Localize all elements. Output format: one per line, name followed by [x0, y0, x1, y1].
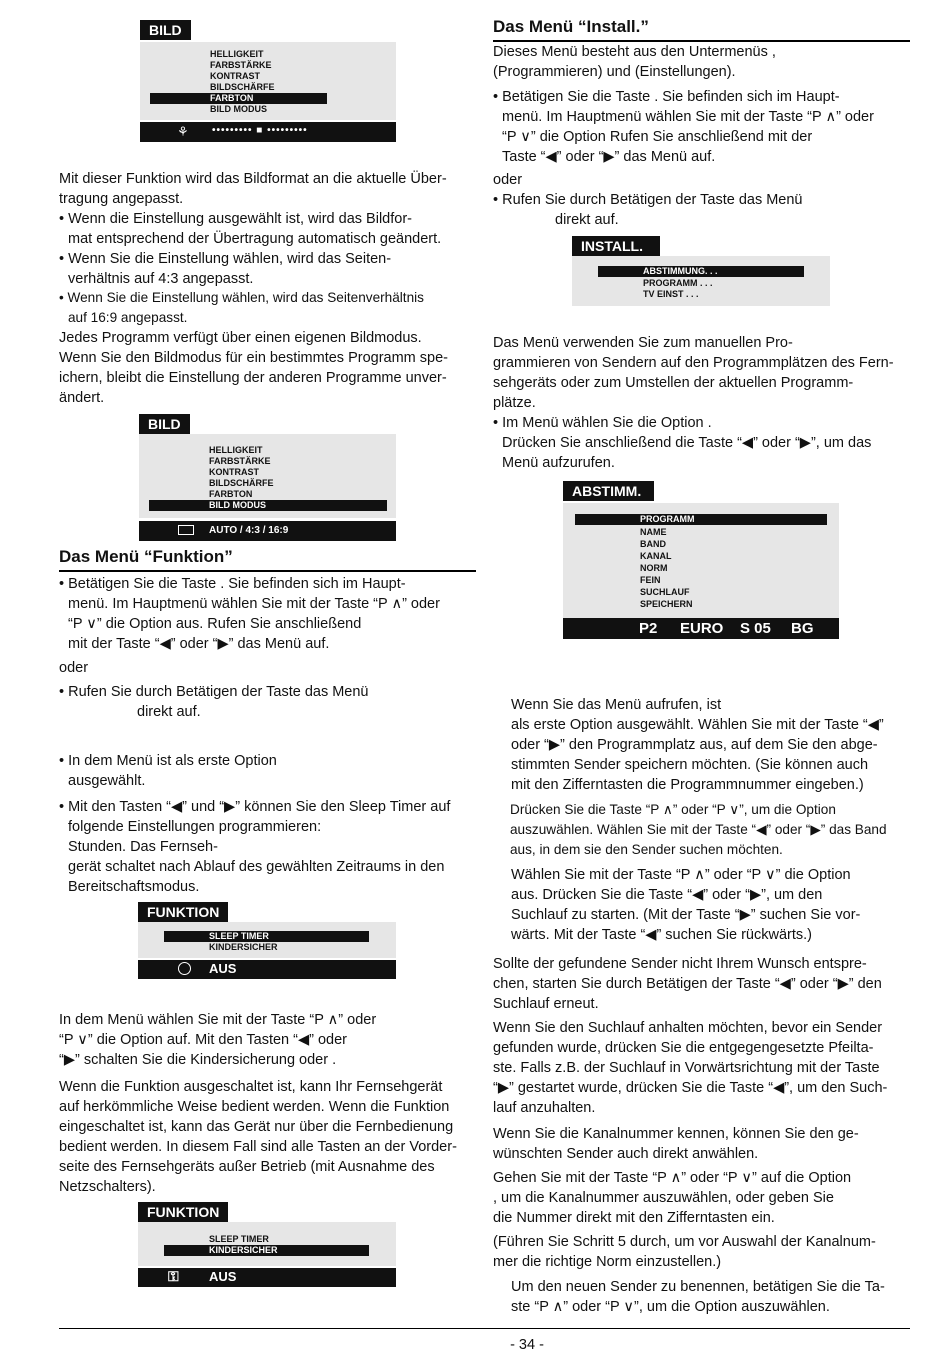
osd-item-selected: SLEEP TIMER: [164, 931, 369, 942]
osd-value-program: P2: [639, 620, 658, 637]
osd-status-value: AUS: [209, 961, 237, 976]
section-heading-install: Das Menü “Install.”: [493, 17, 649, 36]
osd-funktion-sleep-timer: [138, 902, 396, 979]
osd-item: KONTRAST: [209, 467, 259, 477]
osd-title: BILD: [140, 20, 191, 40]
page-number: - 34 -: [510, 1337, 544, 1353]
bullet-item: • In dem Menü ist als erste Option ausgewählt.: [59, 753, 277, 789]
osd-title: FUNKTION: [138, 902, 228, 922]
osd-item: SUCHLAUF: [640, 587, 690, 597]
osd-level-slider: ••••••••• ■ •••••••••: [212, 125, 308, 136]
bullet-item: • Mit den Tasten “◀” und “▶” können Sie den Sleep Timer auf folgende Einstellungen programmieren: Stunden. Das Fernseh- gerät schaltet nach Ablauf des gewählten Zeitraums in den Bereitschaftsmodus.: [59, 799, 451, 895]
osd-item: HELLIGKEIT: [210, 49, 264, 59]
bullet-item: • Rufen Sie durch Betätigen der Taste das Menü direkt auf.: [493, 192, 803, 228]
osd-title: FUNKTION: [138, 1202, 228, 1222]
osd-menu-body: [140, 42, 396, 120]
osd-bild-modus: [139, 414, 396, 541]
osd-item-selected: BILD MODUS: [149, 500, 387, 511]
section-heading-funktion: Das Menü “Funktion”: [59, 547, 233, 566]
osd-status-value: AUTO / 4:3 / 16:9: [209, 525, 289, 536]
osd-item: FARBSTÄRKE: [210, 60, 272, 70]
paragraph: Sollte der gefundene Sender nicht Ihrem Wunsch entspre- chen, starten Sie durch Betätigen der Taste “◀” oder “▶” den Suchlauf erneut.: [493, 956, 882, 1012]
osd-item: BILDSCHÄRFE: [209, 478, 274, 488]
footer-rule: [59, 1328, 910, 1329]
color-tone-icon: ⚘: [177, 124, 189, 139]
paragraph: Wenn die Funktion ausgeschaltet ist, kann Ihr Fernsehgerät auf herkömmliche Weise bedient werden. Wenn die Funktion eingeschaltet ist, kann das Gerät nur über die Fernbedienung bedient werden. In diesem Fall sind alle Tasten an der Vorder- seite des Fernsehgeräts außer Betrieb (mit Ausnahme des Netzschalters).: [59, 1079, 457, 1195]
osd-item: BAND: [640, 539, 666, 549]
paragraph: Das Menü verwenden Sie zum manuellen Pro- grammieren von Sendern auf den Programmplätzen des Fern- sehgeräts oder zum Umstellen der aktuellen Programm- plätze.: [493, 335, 894, 411]
bullet-item: • Im Menü wählen Sie die Option . Drücken Sie anschließend die Taste “◀” oder “▶”, um das Menü aufzurufen.: [493, 415, 872, 471]
osd-item-selected: ABSTIMMUNG. . .: [598, 266, 804, 277]
osd-menu-body: [138, 922, 396, 958]
paragraph: Wenn Sie den Suchlauf anhalten möchten, bevor ein Sender gefunden wurde, drücken Sie die entgegengesetzte Pfeilta- ste. Falls z.B. der Suchlauf in Vorwärtsrichtung mit der Taste “▶” gestartet wurde, drücken Sie die Taste “◀”, um den Such- lauf anzuhalten.: [493, 1020, 888, 1116]
osd-item: PROGRAMM . . .: [643, 278, 713, 288]
paragraph: (Führen Sie Schritt 5 durch, um vor Auswahl der Kanalnum- mer die richtige Norm einzustellen.): [493, 1234, 876, 1270]
step-paragraph: Drücken Sie die Taste “P ∧” oder “P ∨”, um die Option auszuwählen. Wählen Sie mit der Taste “◀” oder “▶” das Band aus, in dem sie den Sender suchen möchten.: [510, 802, 887, 857]
osd-status-bar: [563, 618, 839, 639]
paragraph: Gehen Sie mit der Taste “P ∧” oder “P ∨” auf die Option , um die Kanalnummer auszuwählen, oder geben Sie die Nummer direkt mit den Zifferntasten ein.: [493, 1170, 852, 1226]
step-paragraph: Wählen Sie mit der Taste “P ∧” oder “P ∨” die Option aus. Drücken Sie die Taste “◀” oder “▶”, um den Suchlauf zu starten. (Mit der Taste “▶” suchen Sie vor- wärts. Mit der Taste “◀” suchen Sie rückwärts.): [511, 867, 861, 943]
heading-rule: [59, 570, 476, 572]
bullet-item: • Betätigen Sie die Taste . Sie befinden sich im Haupt- menü. Im Hauptmenü wählen Sie mit der Taste “P ∧” oder “P ∨” die Option aus. Rufen Sie anschließend mit der Taste “◀” oder “▶” das Menü auf.: [59, 576, 440, 652]
osd-value-band: EURO: [680, 620, 724, 637]
osd-item: SLEEP TIMER: [209, 1234, 269, 1244]
osd-value-norm: BG: [791, 620, 814, 637]
paragraph: Wenn Sie die Kanalnummer kennen, können Sie den ge- wünschten Sender auch direkt anwählen.: [493, 1126, 859, 1162]
paragraph: Dieses Menü besteht aus den Untermenüs , (Programmieren) und (Einstellungen).: [493, 44, 776, 80]
osd-item: NAME: [640, 527, 667, 537]
text-oder: oder: [59, 660, 89, 676]
osd-bild-farbton: [140, 20, 396, 142]
osd-title: BILD: [139, 414, 190, 434]
osd-item-selected: PROGRAMM: [575, 514, 827, 525]
osd-menu-body: [572, 256, 830, 306]
osd-title: INSTALL.: [572, 236, 660, 256]
osd-item-selected: FARBTON: [150, 93, 327, 104]
osd-item-selected: KINDERSICHER: [164, 1245, 369, 1256]
paragraph: In dem Menü wählen Sie mit der Taste “P ∧” oder “P ∨” die Option auf. Mit den Tasten “◀” oder “▶” schalten Sie die Kindersicherung oder .: [59, 1012, 377, 1068]
osd-install: [572, 236, 830, 306]
osd-status-value: AUS: [209, 1269, 237, 1284]
bullet-item: • Wenn Sie die Einstellung wählen, wird das Seiten- verhältnis auf 4:3 angepasst.: [59, 251, 392, 287]
osd-item: KINDERSICHER: [209, 942, 278, 952]
text-oder: oder: [493, 172, 523, 188]
osd-item: FARBSTÄRKE: [209, 456, 271, 466]
clock-icon: [178, 962, 191, 975]
osd-item: HELLIGKEIT: [209, 445, 263, 455]
paragraph: Mit dieser Funktion wird das Bildformat an die aktuelle Über- tragung angepasst.: [59, 171, 447, 207]
osd-menu-body: [563, 503, 839, 618]
paragraph: Jedes Programm verfügt über einen eigenen Bildmodus. Wenn Sie den Bildmodus für ein bestimmtes Programm spe- ichern, bleibt die Einstellung der anderen Programme unver- ändert.: [59, 330, 448, 406]
key-icon: ⚿: [168, 1268, 179, 1284]
osd-status-bar: [138, 960, 396, 979]
osd-item: BILD MODUS: [210, 104, 267, 114]
bullet-item: • Betätigen Sie die Taste . Sie befinden sich im Haupt- menü. Im Hauptmenü wählen Sie mit der Taste “P ∧” oder “P ∨” die Option Rufen Sie anschließend mit der Taste “◀” oder “▶” das Menü auf.: [493, 89, 874, 165]
osd-item: TV EINST . . .: [643, 289, 699, 299]
osd-item: NORM: [640, 563, 668, 573]
osd-abstimm: [563, 481, 839, 639]
osd-item: KANAL: [640, 551, 672, 561]
osd-menu-body: [138, 1222, 396, 1266]
osd-item: SPEICHERN: [640, 599, 693, 609]
osd-value-channel: S 05: [740, 620, 771, 637]
bullet-item: • Wenn die Einstellung ausgewählt ist, wird das Bildfor- mat entsprechend der Übertragung automatisch geändert.: [59, 211, 442, 247]
osd-menu-body: [139, 434, 396, 518]
osd-item: BILDSCHÄRFE: [210, 82, 275, 92]
osd-item: KONTRAST: [210, 71, 260, 81]
step-paragraph: Wenn Sie das Menü aufrufen, ist als erste Option ausgewählt. Wählen Sie mit der Taste “◀” oder “▶” den Programmplatz aus, auf dem Sie den abge- stimmten Sender speichern möchten. (Sie können auch mit den Zifferntasten die Programmnummer eingeben.): [511, 697, 884, 793]
osd-item: FARBTON: [209, 489, 253, 499]
osd-status-bar: [139, 521, 396, 541]
osd-item: FEIN: [640, 575, 661, 585]
osd-funktion-kindersicher: [138, 1202, 396, 1287]
step-paragraph: Um den neuen Sender zu benennen, betätigen Sie die Ta- ste “P ∧” oder “P ∨”, um die Option auszuwählen.: [511, 1279, 885, 1315]
osd-status-bar: [140, 122, 396, 142]
osd-title: ABSTIMM.: [563, 481, 654, 501]
bullet-item: • Wenn Sie die Einstellung wählen, wird das Seitenverhältnis auf 16:9 angepasst.: [59, 290, 424, 325]
bullet-item: • Rufen Sie durch Betätigen der Taste das Menü direkt auf.: [59, 684, 369, 720]
aspect-ratio-icon: [178, 525, 194, 535]
osd-status-bar: [138, 1268, 396, 1287]
